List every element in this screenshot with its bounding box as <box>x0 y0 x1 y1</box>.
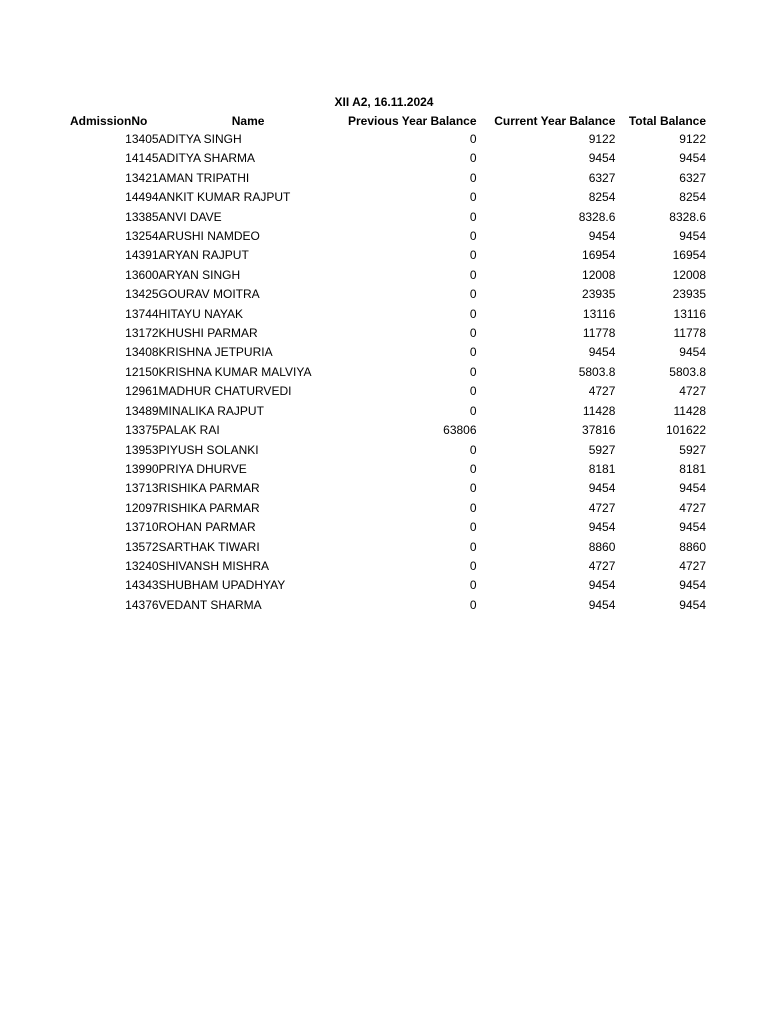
cell-admission-no: 12961 <box>125 384 159 399</box>
cell-current-year-balance: 9454 <box>588 578 616 593</box>
cell-admission-no: 14494 <box>125 190 159 205</box>
table-header <box>70 112 706 130</box>
table-row <box>70 169 706 188</box>
table-row <box>70 557 706 576</box>
cell-admission-no: 13385 <box>125 209 159 224</box>
cell-total-balance: 6327 <box>679 170 706 185</box>
cell-previous-year-balance: 0 <box>469 190 477 205</box>
cell-current-year-balance: 9454 <box>588 481 616 496</box>
cell-admission-no: 12150 <box>125 364 159 379</box>
cell-previous-year-balance: 0 <box>469 151 477 166</box>
cell-admission-no: 13254 <box>125 229 159 244</box>
cell-current-year-balance: 9454 <box>588 520 616 535</box>
cell-current-year-balance: 12008 <box>582 267 616 282</box>
cell-previous-year-balance: 0 <box>469 229 477 244</box>
table-body <box>70 130 706 615</box>
cell-name: SARTHAK TIWARI <box>158 539 260 554</box>
cell-previous-year-balance: 0 <box>469 345 477 360</box>
cell-admission-no: 13990 <box>125 461 159 476</box>
cell-current-year-balance: 9454 <box>588 151 616 166</box>
table-row <box>70 246 706 265</box>
cell-current-year-balance: 8328.6 <box>578 209 616 224</box>
cell-total-balance: 5803.8 <box>669 364 706 379</box>
cell-previous-year-balance: 0 <box>469 364 477 379</box>
table-row <box>70 596 706 615</box>
cell-name: PRIYA DHURVE <box>158 461 247 476</box>
cell-current-year-balance: 4727 <box>588 384 616 399</box>
cell-previous-year-balance: 0 <box>469 170 477 185</box>
cell-previous-year-balance: 0 <box>469 578 477 593</box>
cell-previous-year-balance: 63806 <box>443 423 477 438</box>
cell-current-year-balance: 9122 <box>588 132 616 146</box>
cell-admission-no: 13953 <box>125 442 159 457</box>
cell-total-balance: 8860 <box>679 539 706 554</box>
table-row <box>70 479 706 498</box>
table-row <box>70 188 706 207</box>
table-row <box>70 305 706 324</box>
cell-total-balance: 101622 <box>665 423 706 438</box>
cell-previous-year-balance: 0 <box>469 520 477 535</box>
cell-name: PIYUSH SOLANKI <box>158 442 259 457</box>
cell-name: ROHAN PARMAR <box>158 520 256 535</box>
cell-admission-no: 13600 <box>125 267 159 282</box>
cell-admission-no: 14145 <box>125 151 159 166</box>
cell-total-balance: 9454 <box>679 597 706 612</box>
column-header-admission-no: AdmissionNo <box>70 114 148 128</box>
cell-name: SHUBHAM UPADHYAY <box>158 578 286 593</box>
cell-admission-no: 12097 <box>125 500 159 515</box>
cell-total-balance: 9454 <box>679 151 706 166</box>
table-row <box>70 343 706 362</box>
cell-admission-no: 14391 <box>125 248 159 263</box>
balance-table <box>70 112 706 615</box>
cell-previous-year-balance: 0 <box>469 287 477 302</box>
table-row <box>70 576 706 595</box>
cell-current-year-balance: 16954 <box>582 248 616 263</box>
cell-admission-no: 14376 <box>125 597 159 612</box>
cell-total-balance: 9454 <box>679 578 706 593</box>
cell-admission-no: 13489 <box>125 403 159 418</box>
cell-total-balance: 9454 <box>679 520 706 535</box>
cell-previous-year-balance: 0 <box>469 500 477 515</box>
column-header-total-balance: Total Balance <box>628 114 706 128</box>
cell-total-balance: 9454 <box>679 345 706 360</box>
cell-previous-year-balance: 0 <box>469 267 477 282</box>
cell-previous-year-balance: 0 <box>469 132 477 146</box>
table-row <box>70 285 706 304</box>
cell-previous-year-balance: 0 <box>469 384 477 399</box>
cell-admission-no: 13572 <box>125 539 159 554</box>
cell-total-balance: 13116 <box>673 306 706 321</box>
cell-total-balance: 8328.6 <box>669 209 706 224</box>
cell-total-balance: 11778 <box>673 326 706 341</box>
cell-current-year-balance: 8254 <box>588 190 616 205</box>
cell-name: SHIVANSH MISHRA <box>158 558 270 573</box>
cell-admission-no: 13425 <box>125 287 159 302</box>
cell-name: VEDANT SHARMA <box>158 597 262 612</box>
cell-name: ADITYA SINGH <box>158 132 242 146</box>
cell-total-balance: 11428 <box>673 403 706 418</box>
cell-current-year-balance: 9454 <box>588 345 616 360</box>
cell-admission-no: 13375 <box>125 423 159 438</box>
table-row <box>70 363 706 382</box>
cell-name: KRISHNA KUMAR MALVIYA <box>158 364 312 379</box>
cell-total-balance: 12008 <box>672 267 706 282</box>
cell-name: KRISHNA JETPURIA <box>158 345 273 360</box>
cell-total-balance: 4727 <box>679 558 706 573</box>
table-row <box>70 538 706 557</box>
cell-name: PALAK RAI <box>158 423 220 438</box>
cell-previous-year-balance: 0 <box>469 539 477 554</box>
cell-previous-year-balance: 0 <box>469 248 477 263</box>
cell-total-balance: 8181 <box>679 461 706 476</box>
table-row <box>70 382 706 401</box>
cell-current-year-balance: 37816 <box>582 423 616 438</box>
cell-name: ARYAN SINGH <box>158 267 241 282</box>
cell-admission-no: 13408 <box>125 345 159 360</box>
cell-current-year-balance: 9454 <box>588 597 616 612</box>
cell-previous-year-balance: 0 <box>469 442 477 457</box>
cell-admission-no: 13710 <box>125 520 159 535</box>
cell-admission-no: 13405 <box>125 132 159 146</box>
cell-total-balance: 5927 <box>679 442 706 457</box>
cell-admission-no: 14343 <box>125 578 159 593</box>
header-row <box>70 112 706 130</box>
cell-previous-year-balance: 0 <box>469 461 477 476</box>
cell-current-year-balance: 11778 <box>582 326 616 341</box>
cell-admission-no: 13713 <box>125 481 159 496</box>
cell-name: RISHIKA PARMAR <box>158 481 260 496</box>
cell-current-year-balance: 6327 <box>588 170 616 185</box>
table-row <box>70 266 706 285</box>
cell-total-balance: 8254 <box>679 190 706 205</box>
cell-current-year-balance: 11428 <box>582 403 616 418</box>
cell-name: GOURAV MOITRA <box>158 287 260 302</box>
cell-admission-no: 13172 <box>125 326 159 341</box>
column-header-name: Name <box>231 114 265 128</box>
table-row <box>70 499 706 518</box>
cell-previous-year-balance: 0 <box>469 597 477 612</box>
table-row <box>70 441 706 460</box>
cell-admission-no: 13240 <box>125 558 159 573</box>
table-row <box>70 208 706 227</box>
report-title: XII A2, 16.11.2024 <box>334 95 434 109</box>
column-header-current-year-balance: Current Year Balance <box>494 114 616 128</box>
cell-total-balance: 9454 <box>679 229 706 244</box>
table-row <box>70 149 706 168</box>
cell-name: AMAN TRIPATHI <box>158 170 250 185</box>
table-row <box>70 460 706 479</box>
cell-current-year-balance: 8181 <box>588 461 616 476</box>
cell-total-balance: 4727 <box>679 384 706 399</box>
cell-previous-year-balance: 0 <box>469 326 477 341</box>
table-row <box>70 130 706 149</box>
table-row <box>70 402 706 421</box>
cell-current-year-balance: 4727 <box>588 500 616 515</box>
cell-name: HITAYU NAYAK <box>158 306 244 321</box>
cell-name: ANVI DAVE <box>158 209 222 224</box>
cell-total-balance: 9122 <box>679 132 706 146</box>
cell-previous-year-balance: 0 <box>469 558 477 573</box>
table-row <box>70 421 706 440</box>
table-row <box>70 324 706 343</box>
cell-name: ARUSHI NAMDEO <box>158 229 260 244</box>
cell-previous-year-balance: 0 <box>469 306 477 321</box>
cell-total-balance: 16954 <box>672 248 706 263</box>
cell-name: ARYAN RAJPUT <box>158 248 249 263</box>
cell-current-year-balance: 8860 <box>588 539 616 554</box>
cell-current-year-balance: 9454 <box>588 229 616 244</box>
column-header-previous-year-balance: Previous Year Balance <box>348 114 477 128</box>
cell-current-year-balance: 5803.8 <box>578 364 616 379</box>
table-row <box>70 227 706 246</box>
cell-name: ADITYA SHARMA <box>158 151 256 166</box>
cell-total-balance: 4727 <box>679 500 706 515</box>
cell-name: RISHIKA PARMAR <box>158 500 260 515</box>
cell-current-year-balance: 13116 <box>582 306 616 321</box>
cell-name: MADHUR CHATURVEDI <box>158 384 292 399</box>
cell-current-year-balance: 4727 <box>588 558 616 573</box>
cell-total-balance: 23935 <box>672 287 706 302</box>
table-row <box>70 518 706 537</box>
cell-current-year-balance: 23935 <box>582 287 616 302</box>
cell-name: MINALIKA RAJPUT <box>158 403 264 418</box>
cell-admission-no: 13421 <box>125 170 159 185</box>
cell-admission-no: 13744 <box>125 306 159 321</box>
cell-previous-year-balance: 0 <box>469 209 477 224</box>
cell-name: KHUSHI PARMAR <box>158 326 258 341</box>
cell-total-balance: 9454 <box>679 481 706 496</box>
cell-previous-year-balance: 0 <box>469 481 477 496</box>
cell-previous-year-balance: 0 <box>469 403 477 418</box>
cell-name: ANKIT KUMAR RAJPUT <box>158 190 291 205</box>
cell-current-year-balance: 5927 <box>588 442 616 457</box>
